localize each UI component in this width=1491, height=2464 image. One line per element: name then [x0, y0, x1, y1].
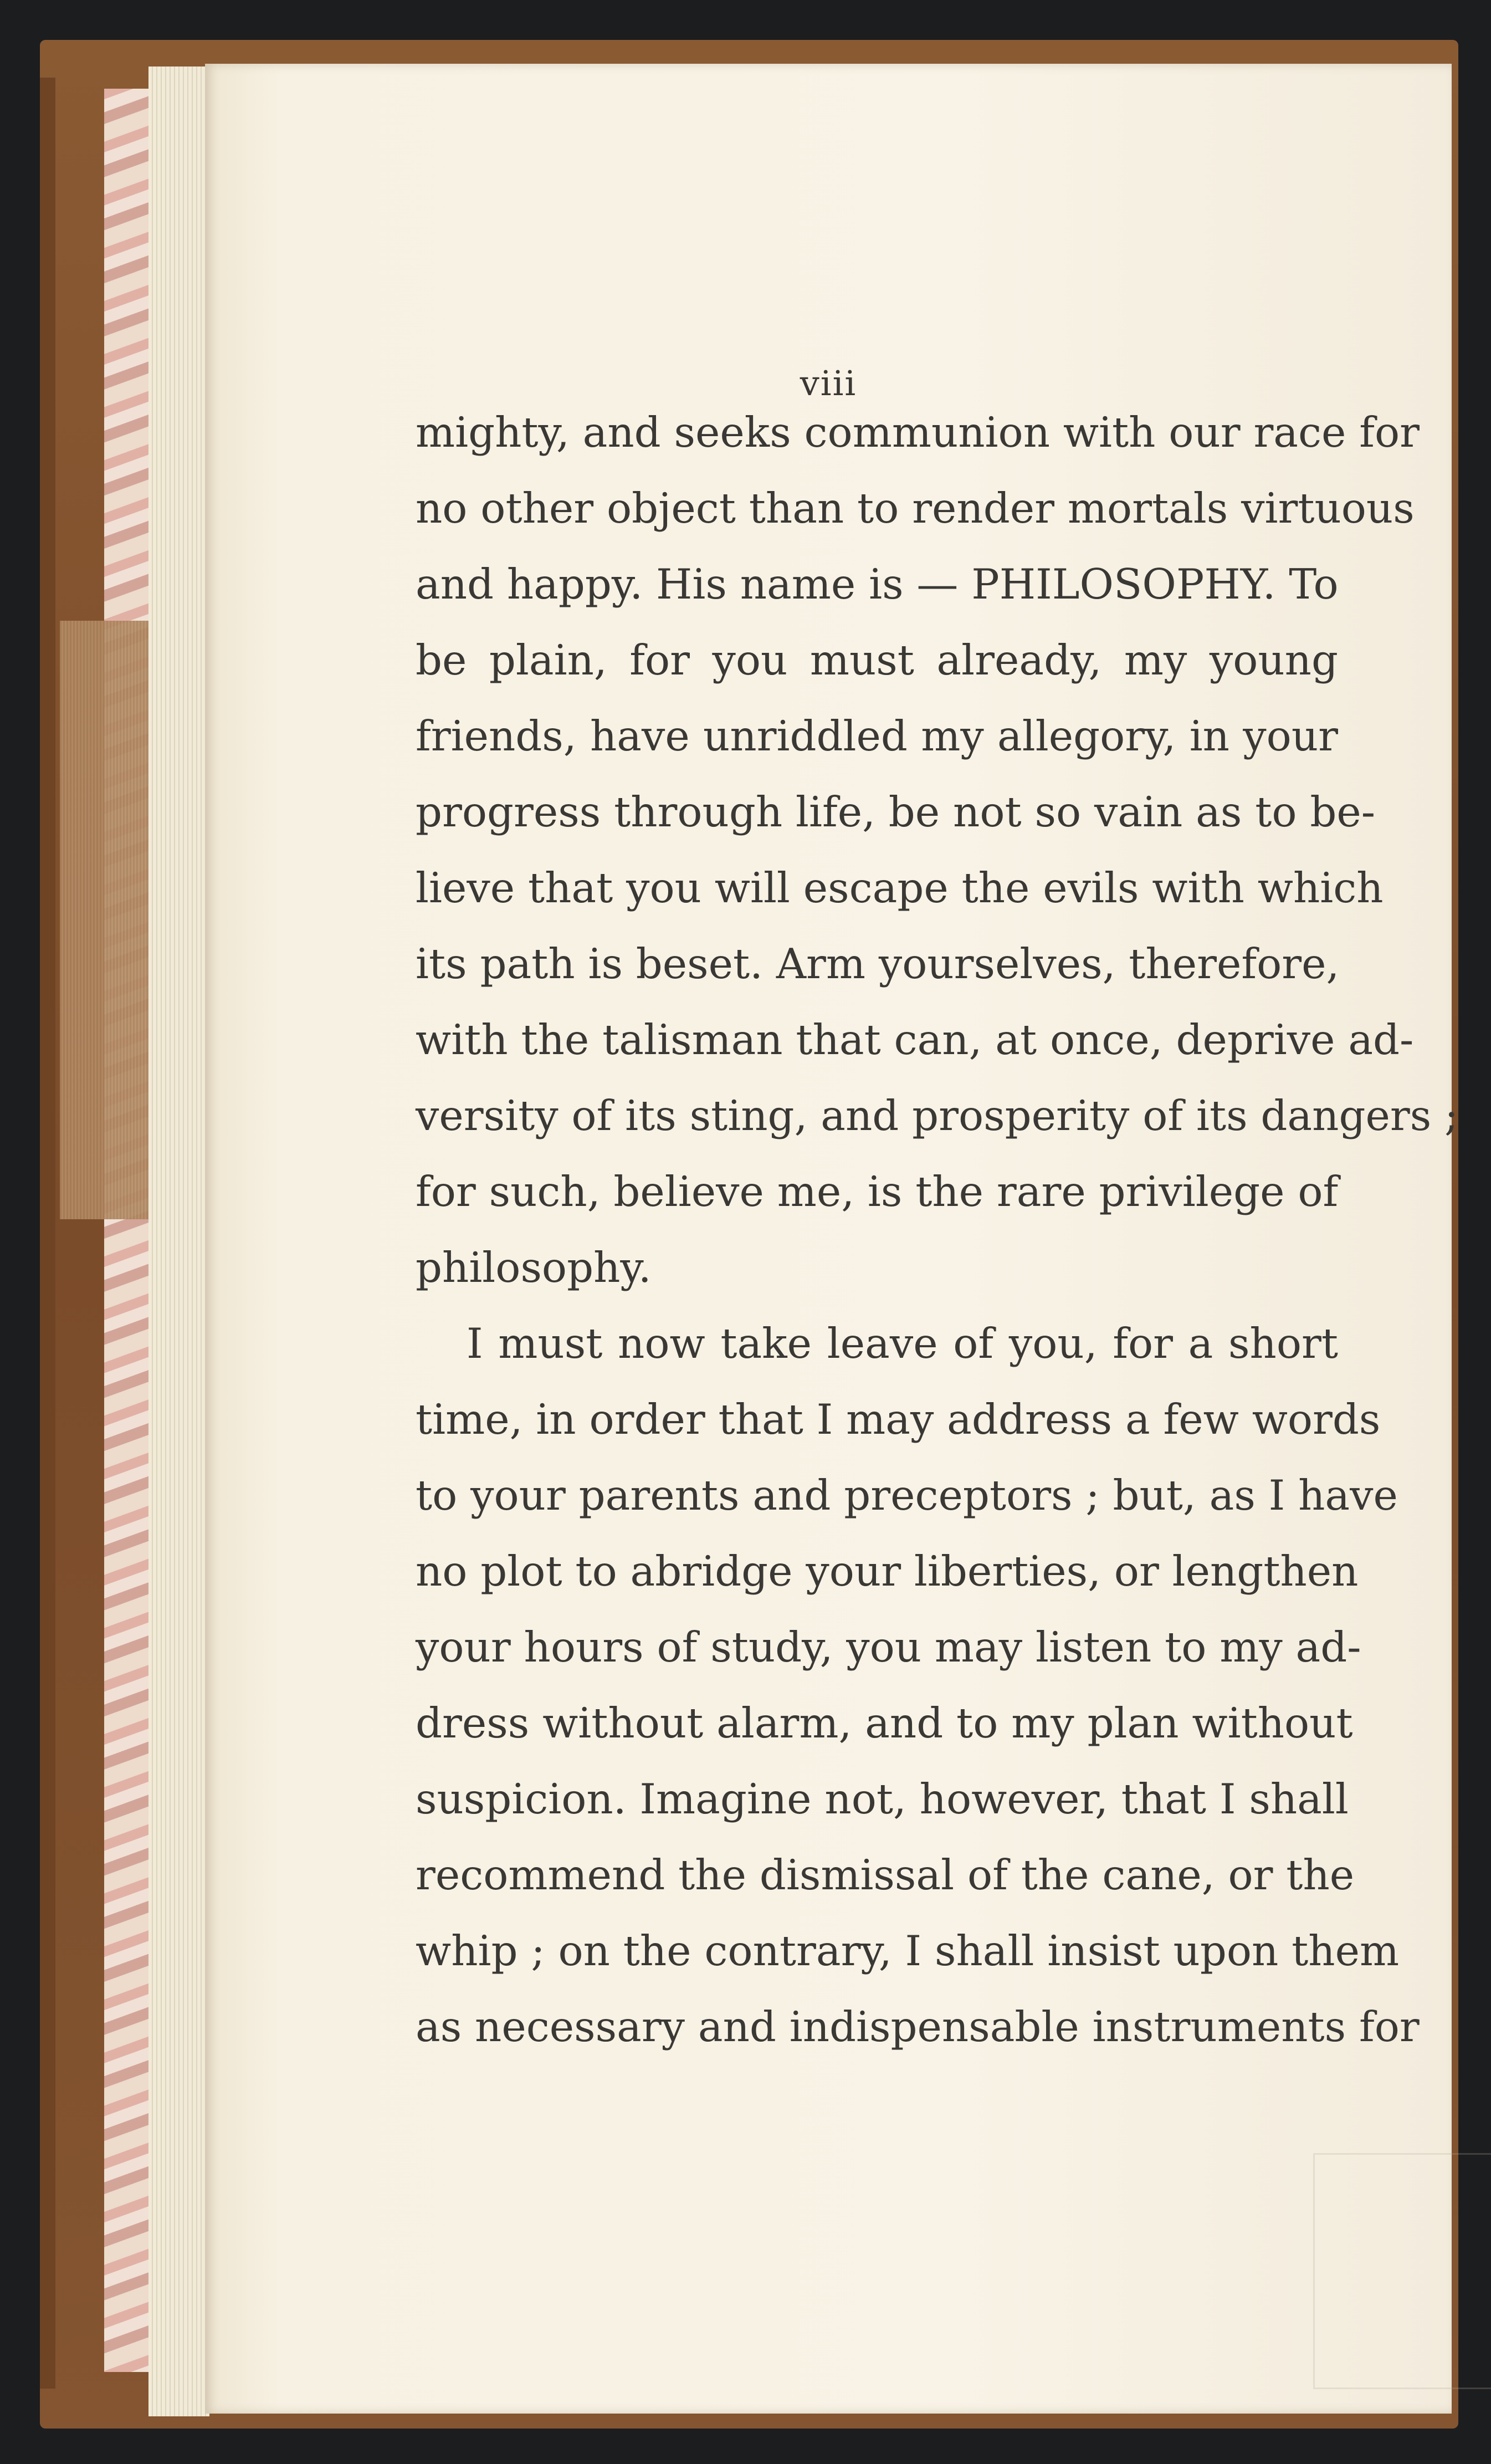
- marbled-endpaper: [104, 89, 150, 2372]
- text-line: recommend the dismissal of the cane, or the: [416, 1850, 1355, 1899]
- text-line: time, in order that I may address a few words: [416, 1395, 1381, 1444]
- page-number: viii: [800, 363, 857, 403]
- library-stamp-faint: [1313, 2153, 1491, 2389]
- text-line: versity of its sting, and prosperity of its dangers ;: [416, 1091, 1459, 1140]
- cloth-hinge: [60, 621, 148, 1219]
- text-line: with the talisman that can, at once, deprive ad-: [416, 1015, 1414, 1064]
- book-spine-edge: [40, 78, 55, 2389]
- text-line: for such, believe me, is the rare privilege of: [416, 1167, 1339, 1216]
- text-line: to your parents and preceptors ; but, as I have: [416, 1471, 1398, 1520]
- text-line: whip ; on the contrary, I shall insist upon them: [416, 1926, 1400, 1975]
- text-line: and happy. His name is — PHILOSOPHY. To: [416, 560, 1339, 609]
- text-line: lieve that you will escape the evils with which: [416, 863, 1384, 912]
- text-line: no other object than to render mortals virtuous: [416, 484, 1415, 533]
- text-line: progress through life, be not so vain as to be-: [416, 788, 1376, 836]
- text-line: mighty, and seeks communion with our race for: [416, 408, 1420, 457]
- text-line: friends, have unriddled my allegory, in your: [416, 712, 1338, 760]
- text-line: dress without alarm, and to my plan without: [416, 1699, 1353, 1747]
- text-line: I must now take leave of you, for a short: [467, 1319, 1338, 1368]
- text-line: no plot to abridge your liberties, or lengthen: [416, 1547, 1359, 1596]
- page-text: [416, 405, 1459, 2075]
- text-line: philosophy.: [416, 1243, 652, 1292]
- text-line: be plain, for you must already, my young: [416, 636, 1338, 684]
- text-line: your hours of study, you may listen to my ad-: [416, 1623, 1361, 1671]
- text-line: as necessary and indispensable instruments for: [416, 2002, 1420, 2051]
- page-edges: [148, 67, 209, 2416]
- text-line: its path is beset. Arm yourselves, therefore,: [416, 939, 1340, 988]
- text-line: suspicion. Imagine not, however, that I shall: [416, 1775, 1349, 1823]
